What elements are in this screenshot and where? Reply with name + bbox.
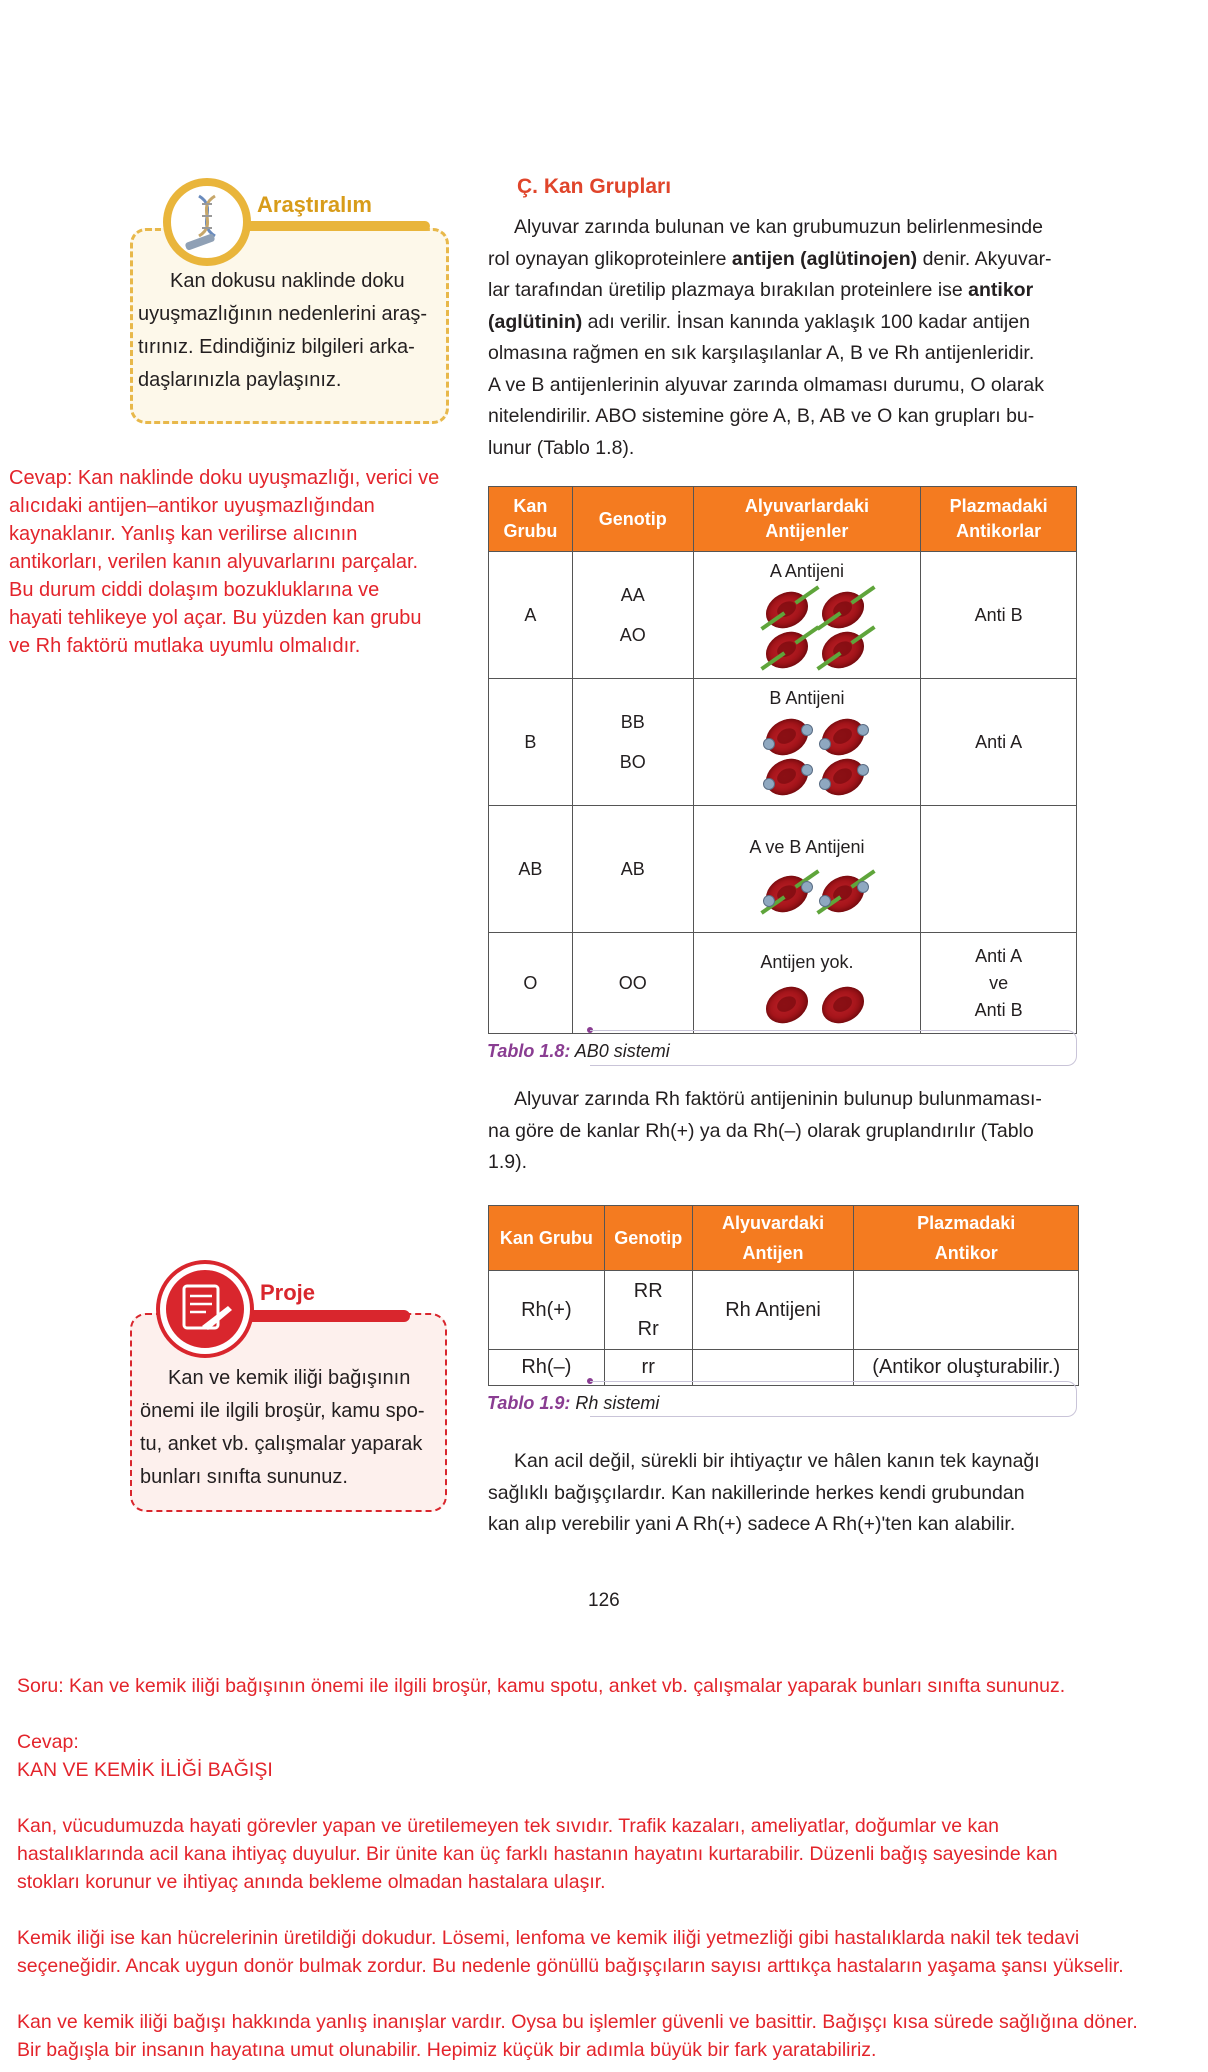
antigen-b-marker [763, 895, 775, 907]
blood-group-cell: Rh(–) [489, 1350, 605, 1386]
table-row [489, 1271, 1079, 1350]
col-header-genotype: Genotip [572, 487, 693, 552]
genotype-cell: AA AO [572, 552, 693, 679]
antigen-b-marker [857, 764, 869, 776]
antigen-b-marker [819, 895, 831, 907]
red-blood-cell-icon [815, 752, 870, 803]
table-row [489, 933, 1077, 1034]
antigen-b-marker [857, 881, 869, 893]
blood-group-cell: A [489, 552, 573, 679]
antigen-label: B Antijeni [769, 688, 845, 708]
genotype-cell: rr [604, 1350, 692, 1386]
table-row [489, 552, 1077, 679]
ara-line: tırınız. Edindiğiniz bilgileri arka- [138, 336, 415, 358]
rh-table [488, 1205, 1079, 1386]
proje-title: Proje [260, 1280, 316, 1305]
ara-line: Kan dokusu naklinde doku [170, 270, 405, 292]
antigen-cell [693, 806, 921, 933]
table-row [489, 679, 1077, 806]
antibody-cell: Anti A [921, 679, 1077, 806]
dna-icon [163, 178, 251, 266]
red-blood-cell-icon [815, 980, 870, 1031]
cevap-1-line: kaynaklanır. Yanlış kan verilirse alıcının [9, 523, 358, 545]
antibody-cell [921, 806, 1077, 933]
page-number: 126 [588, 1590, 620, 1611]
blood-group-cell: AB [489, 806, 573, 933]
cevap-1-line: antikorları, verilen kanın alyuvarlarını parçalar. [9, 551, 419, 573]
ara-line: daşlarınızla paylaşınız. [138, 369, 342, 391]
col-header-blood-group: Kan Grubu [489, 487, 573, 552]
rbc-a-group [755, 587, 875, 673]
section-title: Ç. Kan Grupları [517, 175, 672, 198]
rbc-o-group [755, 982, 875, 1028]
col-header-blood-group: Kan Grubu [489, 1206, 605, 1271]
col-header-antibody: Plazmadaki Antikor [854, 1206, 1079, 1271]
paragraph-1 [488, 212, 1078, 464]
red-blood-cell-icon [759, 712, 814, 763]
genotype-cell: OO [572, 933, 693, 1034]
red-blood-cell-icon [759, 752, 814, 803]
paragraph-1-line: lar tarafından üretilip plazmaya bırakılan proteinlere ise antikor [488, 279, 1034, 301]
genotype-cell: AB [572, 806, 693, 933]
antigen-b-marker [763, 778, 775, 790]
cevap-1-line: alıcıdaki antijen–antikor uyuşmazlığından [9, 495, 375, 517]
table2-caption: Tablo 1.9: Rh sistemi [487, 1393, 660, 1413]
paragraph-1-line: (aglütinin) adı verilir. İnsan kanında yaklaşık 100 kadar antijen [488, 310, 1030, 333]
antigen-label: A ve B Antijeni [749, 837, 865, 857]
antigen-label: Antijen yok. [760, 952, 854, 972]
blood-group-cell: Rh(+) [489, 1271, 605, 1350]
antigen-b-marker [801, 764, 813, 776]
cevap-para-3: Kan ve kemik iliği bağışı hakkında yanlış inanışlar vardır. Oysa bu işlemler güvenli ve basittir. Bağışçı kısa sürede sağlığına döner. Bir bağışla bir insanın hayatına umut olunabilir. Hepimiz küçük bir adımla büyük bir fark yaratabiliriz. [17, 2011, 1138, 2061]
paragraph-1-line: nitelendirilir. ABO sistemine göre A, B, AB ve O kan grupları bu- [488, 405, 1035, 427]
red-blood-cell-icon [815, 712, 870, 763]
col-header-genotype: Genotip [604, 1206, 692, 1271]
proje-text [140, 1362, 438, 1494]
cevap-1-line: Cevap: Kan naklinde doku uyuşmazlığı, verici ve [9, 467, 440, 489]
red-blood-cell-icon [759, 980, 814, 1031]
paragraph-1-line: olmasına rağmen en sık karşılaşılanlar A, B ve Rh antijenleridir. [488, 342, 1035, 364]
document-icon [160, 1264, 250, 1354]
blood-group-cell: B [489, 679, 573, 806]
col-header-antigens: Alyuvarlardaki Antijenler [693, 487, 921, 552]
soru-text: Soru: Kan ve kemik iliği bağışının önemi ile ilgili broşür, kamu spotu, anket vb. çalışmalar yaparak bunları sınıfta sununuz. [17, 1675, 1066, 1697]
paragraph-1-line: rol oynayan glikoproteinlere antijen (aglütinojen) denir. Akyuvar- [488, 247, 1052, 270]
antigen-cell [693, 679, 921, 806]
cevap-1 [9, 464, 479, 660]
antigen-b-marker [819, 778, 831, 790]
paragraph-2: Alyuvar zarında Rh faktörü antijeninin bulunup bulunmaması- na göre de kanlar Rh(+) ya da Rh(–) olarak gruplandırılır (Tablo 1.9). [488, 1088, 1042, 1173]
cevap-1-line: hayati tehlikeye yol açar. Bu yüzden kan grubu [9, 607, 422, 629]
paragraph-1-line: lunur (Tablo 1.8). [488, 436, 635, 459]
cevap-label: Cevap: [17, 1731, 79, 1753]
abo-table [488, 486, 1077, 1034]
genotype-cell: BB BO [572, 679, 693, 806]
antigen-cell [693, 933, 921, 1034]
arastiralim-title: Araştıralım [257, 192, 372, 217]
ara-line: uyuşmazlığının nedenlerini araş- [138, 303, 428, 325]
antibody-cell: Anti B [921, 552, 1077, 679]
antigen-b-marker [801, 724, 813, 736]
antigen-cell [693, 552, 921, 679]
genotype-cell: RR Rr [604, 1271, 692, 1350]
cevap-1-line: ve Rh faktörü mutlaka uyumlu olmalıdır. [9, 635, 361, 657]
arastiralim-text [138, 265, 436, 397]
table1-caption: Tablo 1.8: AB0 sistemi [487, 1041, 670, 1061]
col-header-antibodies: Plazmadaki Antikorlar [921, 487, 1077, 552]
rbc-b-group [755, 714, 875, 800]
antigen-label: A Antijeni [769, 561, 844, 581]
cevap-para-2: Kemik iliği ise kan hücrelerinin üretildiği dokudur. Lösemi, lenfoma ve kemik iliği yetmezliği gibi hastalıklarda nakil tek tedavi seçeneğidir. Ancak uygun donör bulmak zordur. Bu nedenle gönüllü bağışçıların sayısı arttıkça hastaların yaşama şansı yükselir. [17, 1927, 1124, 1977]
antibody-cell: Anti A ve Anti B [921, 933, 1077, 1034]
antigen-b-marker [801, 881, 813, 893]
antigen-b-marker [763, 738, 775, 750]
cevap-heading: KAN VE KEMİK İLİĞİ BAĞIŞI [17, 1759, 273, 1781]
antigen-b-marker [819, 738, 831, 750]
proje-line: tu, anket vb. çalışmalar yaparak [140, 1433, 423, 1455]
cevap-1-line: Bu durum ciddi dolaşım bozukluklarına ve [9, 579, 380, 601]
antibody-cell: (Antikor oluşturabilir.) [854, 1350, 1079, 1386]
col-header-antigen: Alyuvardaki Antijen [692, 1206, 854, 1271]
blood-group-cell: O [489, 933, 573, 1034]
caption-frame [590, 1381, 1077, 1417]
paragraph-1-line: Alyuvar zarında bulunan ve kan grubumuzun belirlenmesinde [514, 216, 1043, 238]
paragraph-3: Kan acil değil, sürekli bir ihtiyaçtır ve hâlen kanın tek kaynağı sağlıklı bağışçılardır. Kan nakillerinde herkes kendi grubundan kan alıp verebilir yani A Rh(+) sadece A Rh(+)'ten kan alabilir. [488, 1450, 1040, 1535]
proje-line: bunları sınıfta sununuz. [140, 1466, 348, 1488]
paragraph-1-line: A ve B antijenlerinin alyuvar zarında olmaması durumu, O olarak [488, 373, 1045, 396]
table-row [489, 806, 1077, 933]
antigen-cell: Rh Antijeni [692, 1271, 854, 1350]
cevap-para-1: Kan, vücudumuzda hayati görevler yapan ve üretilemeyen tek sıvıdır. Trafik kazaları, ameliyatlar, doğumlar ve kan hastalıklarında acil kana ihtiyaç duyulur. Bir ünite kan üç farklı hastanın hayatını kurtarabilir. Düzenli bağış sayesinde kan stokları korunur ve ihtiyaç anında bekleme olmadan hastalara ulaşır. [17, 1815, 1058, 1893]
proje-line: Kan ve kemik iliği bağışının [168, 1367, 411, 1389]
antigen-b-marker [857, 724, 869, 736]
antibody-cell [854, 1271, 1079, 1350]
rbc-ab-group [755, 871, 875, 921]
proje-line: önemi ile ilgili broşür, kamu spo- [140, 1400, 425, 1422]
